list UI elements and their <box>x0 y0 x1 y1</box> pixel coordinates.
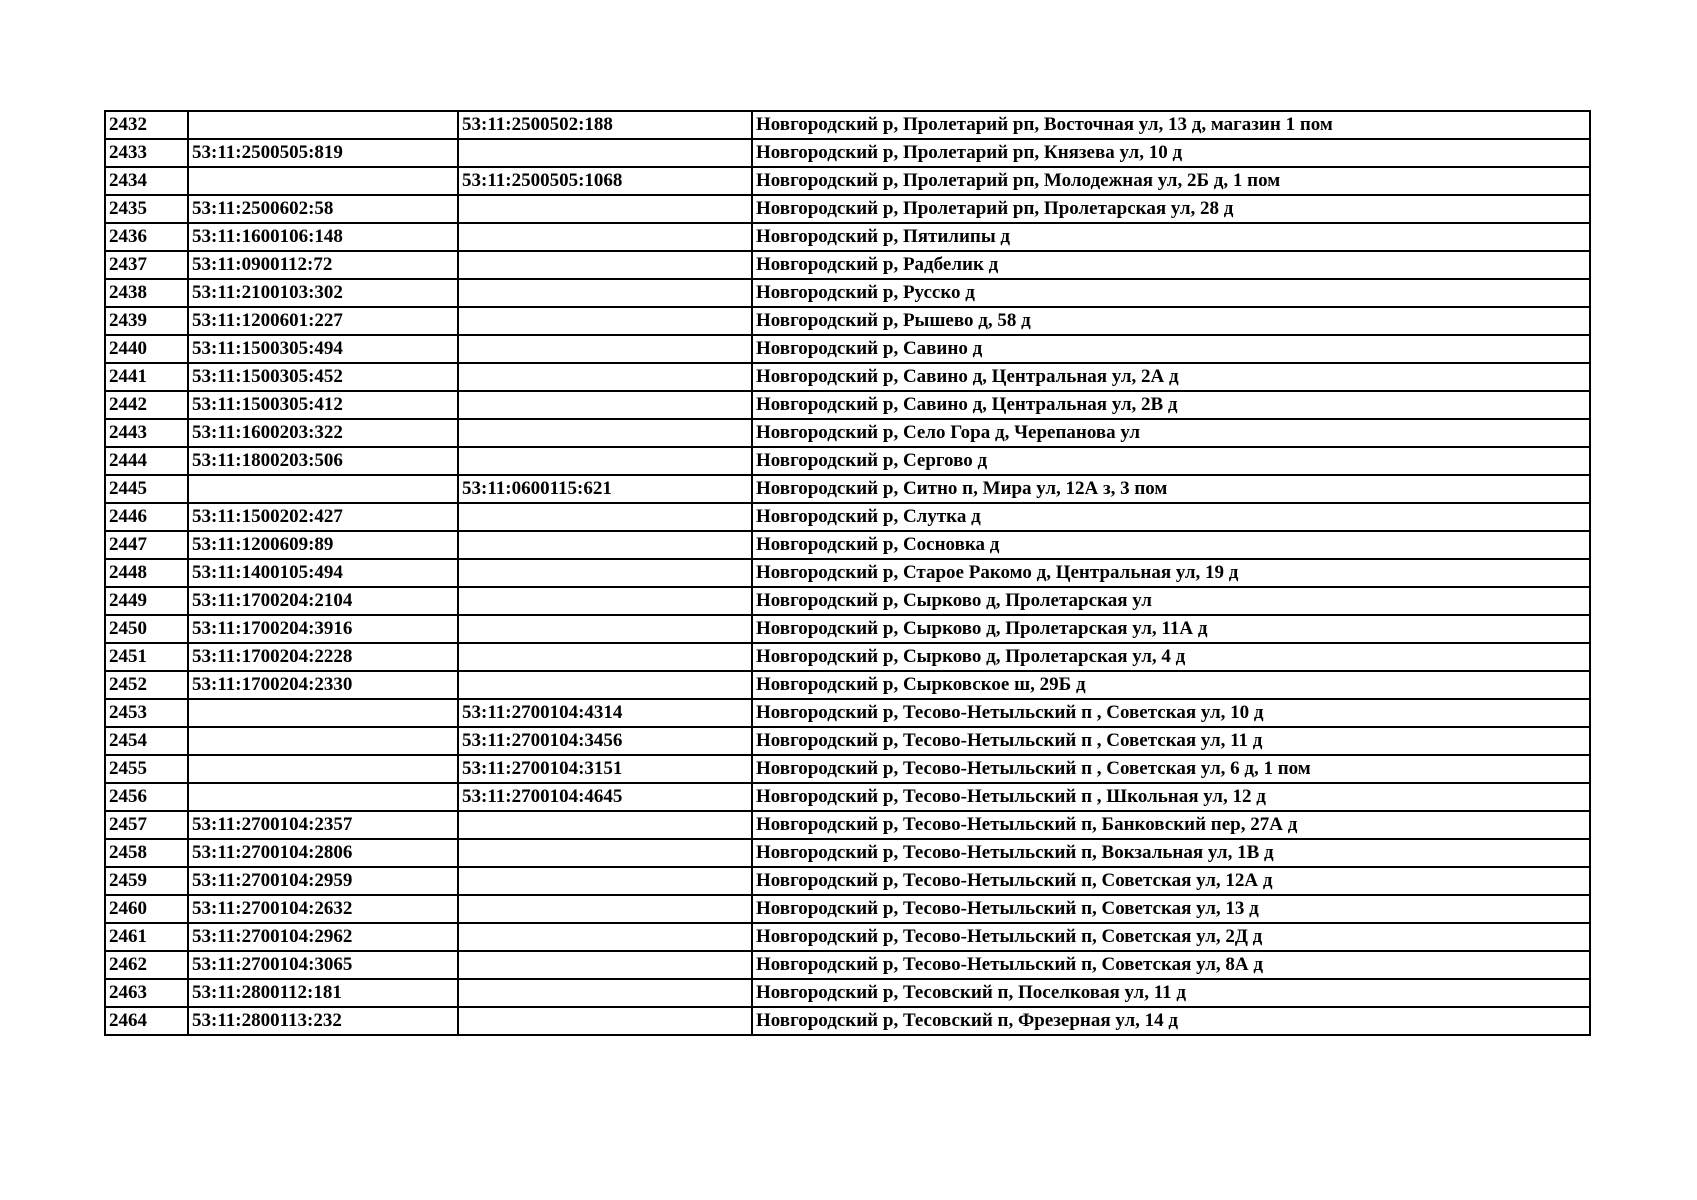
row-number-cell: 2462 <box>105 951 188 979</box>
table-row <box>105 671 1590 699</box>
land-cadastral-number-cell: 53:11:2700104:2962 <box>188 923 458 951</box>
row-number-cell: 2457 <box>105 811 188 839</box>
address-cell: Новгородский р, Тесово-Нетыльский п, Вокзальная ул, 1В д <box>752 839 1590 867</box>
table-row <box>105 727 1590 755</box>
row-number-cell: 2436 <box>105 223 188 251</box>
address-cell: Новгородский р, Сырково д, Пролетарская ул, 4 д <box>752 643 1590 671</box>
building-cadastral-number-cell: 53:11:2700104:4314 <box>458 699 752 727</box>
land-cadastral-number-cell: 53:11:2100103:302 <box>188 279 458 307</box>
table-row <box>105 335 1590 363</box>
building-cadastral-number-cell <box>458 139 752 167</box>
row-number-cell: 2444 <box>105 447 188 475</box>
row-number-cell: 2434 <box>105 167 188 195</box>
registry-table-body <box>105 111 1590 1035</box>
land-cadastral-number-cell: 53:11:1500305:412 <box>188 391 458 419</box>
table-row <box>105 783 1590 811</box>
building-cadastral-number-cell: 53:11:0600115:621 <box>458 475 752 503</box>
building-cadastral-number-cell <box>458 307 752 335</box>
row-number-cell: 2432 <box>105 111 188 139</box>
land-cadastral-number-cell: 53:11:1600106:148 <box>188 223 458 251</box>
row-number-cell: 2455 <box>105 755 188 783</box>
row-number-cell: 2450 <box>105 615 188 643</box>
address-cell: Новгородский р, Сырковское ш, 29Б д <box>752 671 1590 699</box>
land-cadastral-number-cell: 53:11:1500305:452 <box>188 363 458 391</box>
address-cell: Новгородский р, Пролетарий рп, Князева ул, 10 д <box>752 139 1590 167</box>
table-row <box>105 363 1590 391</box>
building-cadastral-number-cell <box>458 279 752 307</box>
building-cadastral-number-cell <box>458 195 752 223</box>
address-cell: Новгородский р, Пятилипы д <box>752 223 1590 251</box>
address-cell: Новгородский р, Рышево д, 58 д <box>752 307 1590 335</box>
building-cadastral-number-cell <box>458 363 752 391</box>
land-cadastral-number-cell: 53:11:2500505:819 <box>188 139 458 167</box>
table-row <box>105 755 1590 783</box>
table-row <box>105 419 1590 447</box>
row-number-cell: 2454 <box>105 727 188 755</box>
table-row <box>105 391 1590 419</box>
table-row <box>105 559 1590 587</box>
building-cadastral-number-cell <box>458 923 752 951</box>
address-cell: Новгородский р, Сергово д <box>752 447 1590 475</box>
table-row <box>105 1007 1590 1035</box>
row-number-cell: 2453 <box>105 699 188 727</box>
row-number-cell: 2442 <box>105 391 188 419</box>
building-cadastral-number-cell: 53:11:2500502:188 <box>458 111 752 139</box>
address-cell: Новгородский р, Тесово-Нетыльский п, Банковский пер, 27А д <box>752 811 1590 839</box>
address-cell: Новгородский р, Старое Ракомо д, Центральная ул, 19 д <box>752 559 1590 587</box>
address-cell: Новгородский р, Тесово-Нетыльский п, Советская ул, 12А д <box>752 867 1590 895</box>
building-cadastral-number-cell <box>458 335 752 363</box>
address-cell: Новгородский р, Село Гора д, Черепанова ул <box>752 419 1590 447</box>
table-row <box>105 839 1590 867</box>
address-cell: Новгородский р, Сырково д, Пролетарская ул <box>752 587 1590 615</box>
land-cadastral-number-cell <box>188 111 458 139</box>
land-cadastral-number-cell <box>188 475 458 503</box>
table-row <box>105 307 1590 335</box>
land-cadastral-number-cell: 53:11:1600203:322 <box>188 419 458 447</box>
table-row <box>105 895 1590 923</box>
land-cadastral-number-cell: 53:11:1500202:427 <box>188 503 458 531</box>
building-cadastral-number-cell: 53:11:2700104:3151 <box>458 755 752 783</box>
address-cell: Новгородский р, Савино д <box>752 335 1590 363</box>
table-row <box>105 503 1590 531</box>
address-cell: Новгородский р, Пролетарий рп, Молодежная ул, 2Б д, 1 пом <box>752 167 1590 195</box>
address-cell: Новгородский р, Тесово-Нетыльский п, Советская ул, 13 д <box>752 895 1590 923</box>
building-cadastral-number-cell <box>458 615 752 643</box>
table-row <box>105 475 1590 503</box>
land-cadastral-number-cell: 53:11:1800203:506 <box>188 447 458 475</box>
table-row <box>105 951 1590 979</box>
building-cadastral-number-cell <box>458 811 752 839</box>
building-cadastral-number-cell: 53:11:2700104:4645 <box>458 783 752 811</box>
land-cadastral-number-cell: 53:11:1500305:494 <box>188 335 458 363</box>
address-cell: Новгородский р, Пролетарий рп, Восточная ул, 13 д, магазин 1 пом <box>752 111 1590 139</box>
building-cadastral-number-cell <box>458 979 752 1007</box>
table-row <box>105 643 1590 671</box>
address-cell: Новгородский р, Тесово-Нетыльский п, Советская ул, 2Д д <box>752 923 1590 951</box>
building-cadastral-number-cell <box>458 559 752 587</box>
table-row <box>105 251 1590 279</box>
row-number-cell: 2449 <box>105 587 188 615</box>
land-cadastral-number-cell: 53:11:1400105:494 <box>188 559 458 587</box>
land-cadastral-number-cell: 53:11:2700104:2632 <box>188 895 458 923</box>
address-cell: Новгородский р, Савино д, Центральная ул, 2А д <box>752 363 1590 391</box>
row-number-cell: 2460 <box>105 895 188 923</box>
row-number-cell: 2441 <box>105 363 188 391</box>
table-row <box>105 139 1590 167</box>
row-number-cell: 2461 <box>105 923 188 951</box>
building-cadastral-number-cell <box>458 419 752 447</box>
row-number-cell: 2459 <box>105 867 188 895</box>
land-cadastral-number-cell: 53:11:2700104:2959 <box>188 867 458 895</box>
row-number-cell: 2447 <box>105 531 188 559</box>
land-cadastral-number-cell: 53:11:1200601:227 <box>188 307 458 335</box>
land-cadastral-number-cell: 53:11:1200609:89 <box>188 531 458 559</box>
address-cell: Новгородский р, Сырково д, Пролетарская ул, 11А д <box>752 615 1590 643</box>
row-number-cell: 2451 <box>105 643 188 671</box>
land-cadastral-number-cell <box>188 755 458 783</box>
registry-table <box>104 110 1591 1036</box>
table-row <box>105 867 1590 895</box>
address-cell: Новгородский р, Тесово-Нетыльский п , Школьная ул, 12 д <box>752 783 1590 811</box>
building-cadastral-number-cell: 53:11:2700104:3456 <box>458 727 752 755</box>
address-cell: Новгородский р, Тесовский п, Фрезерная ул, 14 д <box>752 1007 1590 1035</box>
land-cadastral-number-cell <box>188 167 458 195</box>
table-row <box>105 223 1590 251</box>
table-row <box>105 979 1590 1007</box>
land-cadastral-number-cell: 53:11:0900112:72 <box>188 251 458 279</box>
building-cadastral-number-cell: 53:11:2500505:1068 <box>458 167 752 195</box>
address-cell: Новгородский р, Тесово-Нетыльский п , Советская ул, 10 д <box>752 699 1590 727</box>
table-row <box>105 447 1590 475</box>
land-cadastral-number-cell: 53:11:1700204:2330 <box>188 671 458 699</box>
address-cell: Новгородский р, Тесово-Нетыльский п , Советская ул, 11 д <box>752 727 1590 755</box>
address-cell: Новгородский р, Сосновка д <box>752 531 1590 559</box>
table-row <box>105 699 1590 727</box>
building-cadastral-number-cell <box>458 251 752 279</box>
row-number-cell: 2438 <box>105 279 188 307</box>
land-cadastral-number-cell: 53:11:2700104:2806 <box>188 839 458 867</box>
land-cadastral-number-cell: 53:11:2500602:58 <box>188 195 458 223</box>
table-row <box>105 587 1590 615</box>
building-cadastral-number-cell <box>458 867 752 895</box>
building-cadastral-number-cell <box>458 587 752 615</box>
land-cadastral-number-cell: 53:11:2700104:3065 <box>188 951 458 979</box>
row-number-cell: 2435 <box>105 195 188 223</box>
building-cadastral-number-cell <box>458 503 752 531</box>
land-cadastral-number-cell <box>188 727 458 755</box>
address-cell: Новгородский р, Тесовский п, Поселковая ул, 11 д <box>752 979 1590 1007</box>
building-cadastral-number-cell <box>458 895 752 923</box>
address-cell: Новгородский р, Русско д <box>752 279 1590 307</box>
address-cell: Новгородский р, Тесово-Нетыльский п , Советская ул, 6 д, 1 пом <box>752 755 1590 783</box>
building-cadastral-number-cell <box>458 671 752 699</box>
table-row <box>105 923 1590 951</box>
land-cadastral-number-cell: 53:11:2800113:232 <box>188 1007 458 1035</box>
land-cadastral-number-cell: 53:11:2800112:181 <box>188 979 458 1007</box>
building-cadastral-number-cell <box>458 223 752 251</box>
row-number-cell: 2458 <box>105 839 188 867</box>
row-number-cell: 2446 <box>105 503 188 531</box>
land-cadastral-number-cell: 53:11:1700204:2104 <box>188 587 458 615</box>
land-cadastral-number-cell <box>188 699 458 727</box>
table-row <box>105 279 1590 307</box>
row-number-cell: 2440 <box>105 335 188 363</box>
land-cadastral-number-cell: 53:11:1700204:2228 <box>188 643 458 671</box>
building-cadastral-number-cell <box>458 531 752 559</box>
table-row <box>105 811 1590 839</box>
address-cell: Новгородский р, Тесово-Нетыльский п, Советская ул, 8А д <box>752 951 1590 979</box>
table-row <box>105 531 1590 559</box>
building-cadastral-number-cell <box>458 643 752 671</box>
building-cadastral-number-cell <box>458 391 752 419</box>
row-number-cell: 2456 <box>105 783 188 811</box>
row-number-cell: 2439 <box>105 307 188 335</box>
row-number-cell: 2433 <box>105 139 188 167</box>
land-cadastral-number-cell: 53:11:1700204:3916 <box>188 615 458 643</box>
table-row <box>105 167 1590 195</box>
row-number-cell: 2463 <box>105 979 188 1007</box>
row-number-cell: 2445 <box>105 475 188 503</box>
address-cell: Новгородский р, Радбелик д <box>752 251 1590 279</box>
row-number-cell: 2464 <box>105 1007 188 1035</box>
row-number-cell: 2448 <box>105 559 188 587</box>
row-number-cell: 2437 <box>105 251 188 279</box>
building-cadastral-number-cell <box>458 447 752 475</box>
table-row <box>105 111 1590 139</box>
row-number-cell: 2443 <box>105 419 188 447</box>
address-cell: Новгородский р, Слутка д <box>752 503 1590 531</box>
address-cell: Новгородский р, Савино д, Центральная ул, 2В д <box>752 391 1590 419</box>
address-cell: Новгородский р, Пролетарий рп, Пролетарская ул, 28 д <box>752 195 1590 223</box>
building-cadastral-number-cell <box>458 951 752 979</box>
row-number-cell: 2452 <box>105 671 188 699</box>
address-cell: Новгородский р, Ситно п, Мира ул, 12А з, 3 пом <box>752 475 1590 503</box>
building-cadastral-number-cell <box>458 1007 752 1035</box>
land-cadastral-number-cell: 53:11:2700104:2357 <box>188 811 458 839</box>
land-cadastral-number-cell <box>188 783 458 811</box>
table-row <box>105 615 1590 643</box>
table-row <box>105 195 1590 223</box>
building-cadastral-number-cell <box>458 839 752 867</box>
